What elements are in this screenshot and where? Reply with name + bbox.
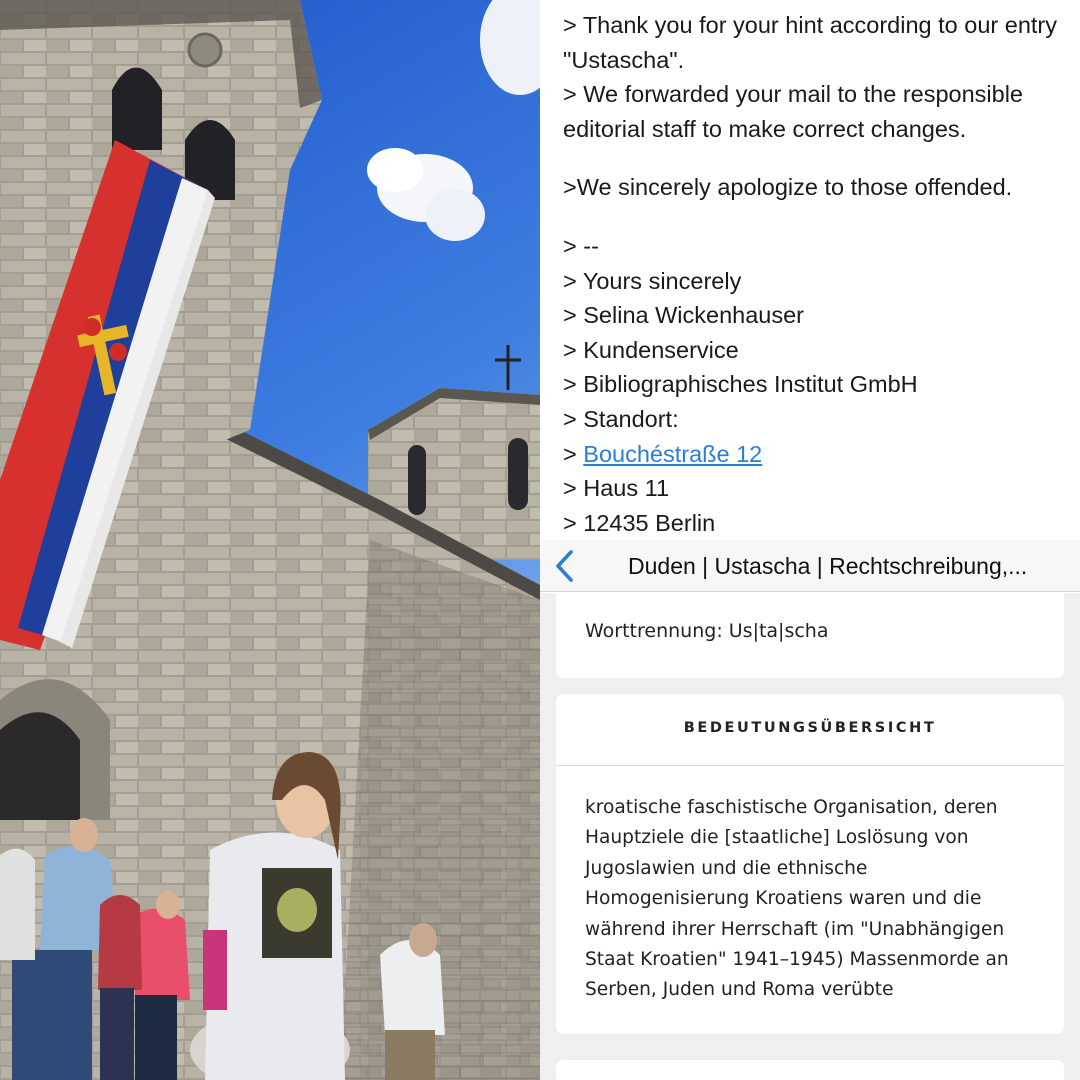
email-line: >We sincerely apologize to those offended. [563, 174, 1013, 201]
chevron-left-icon [552, 548, 578, 584]
email-line: > We forwarded your mail to the responsible editorial staff to make correct changes. [563, 81, 1024, 142]
email-line: > 12435 Berlin [563, 509, 716, 536]
next-card [556, 1060, 1064, 1080]
email-reply-text [540, 0, 1080, 540]
section-header [556, 694, 1064, 766]
duden-entry-content [540, 593, 1080, 1080]
hyphenation-text: Worttrennung: Us|ta|scha [585, 620, 829, 642]
meaning-overview-card [556, 694, 1064, 1034]
screenshot-column [540, 0, 1080, 1080]
email-line: > Thank you for your hint according to our entry "Ustascha". [563, 12, 1057, 73]
email-line: > Kundenservice [563, 336, 739, 363]
email-line: > Standort: [563, 405, 679, 432]
email-line: > -- [563, 232, 599, 259]
back-button[interactable] [552, 548, 578, 584]
page-title: Duden | Ustascha | Rechtschreibung,... [628, 553, 1028, 579]
hyphenation-card [556, 593, 1064, 678]
address-link[interactable]: Bouchéstraße 12 [583, 440, 763, 467]
browser-nav-bar [540, 540, 1080, 592]
email-line: > Bibliographisches Institut GmbH [563, 371, 918, 398]
email-address-line [563, 437, 1062, 472]
definition-text: kroatische faschistische Organisation, deren Hauptziele die [staatliche] Loslösung von Jugoslawien und die ethnische Homogenisierung Kroatiens waren und die während ihrer Herrschaft (im "Unabhängigen Staat Kroatien" 1941–1945) Massenmorde an Serben, Juden und Roma verübte [585, 797, 1009, 1001]
quote-marker: > [563, 440, 584, 467]
email-signature-name: > Selina Wickenhauser [563, 302, 805, 329]
section-heading: BEDEUTUNGSÜBERSICHT [683, 720, 937, 736]
email-line: > Yours sincerely [563, 267, 742, 294]
email-line: > Haus 11 [563, 475, 670, 502]
